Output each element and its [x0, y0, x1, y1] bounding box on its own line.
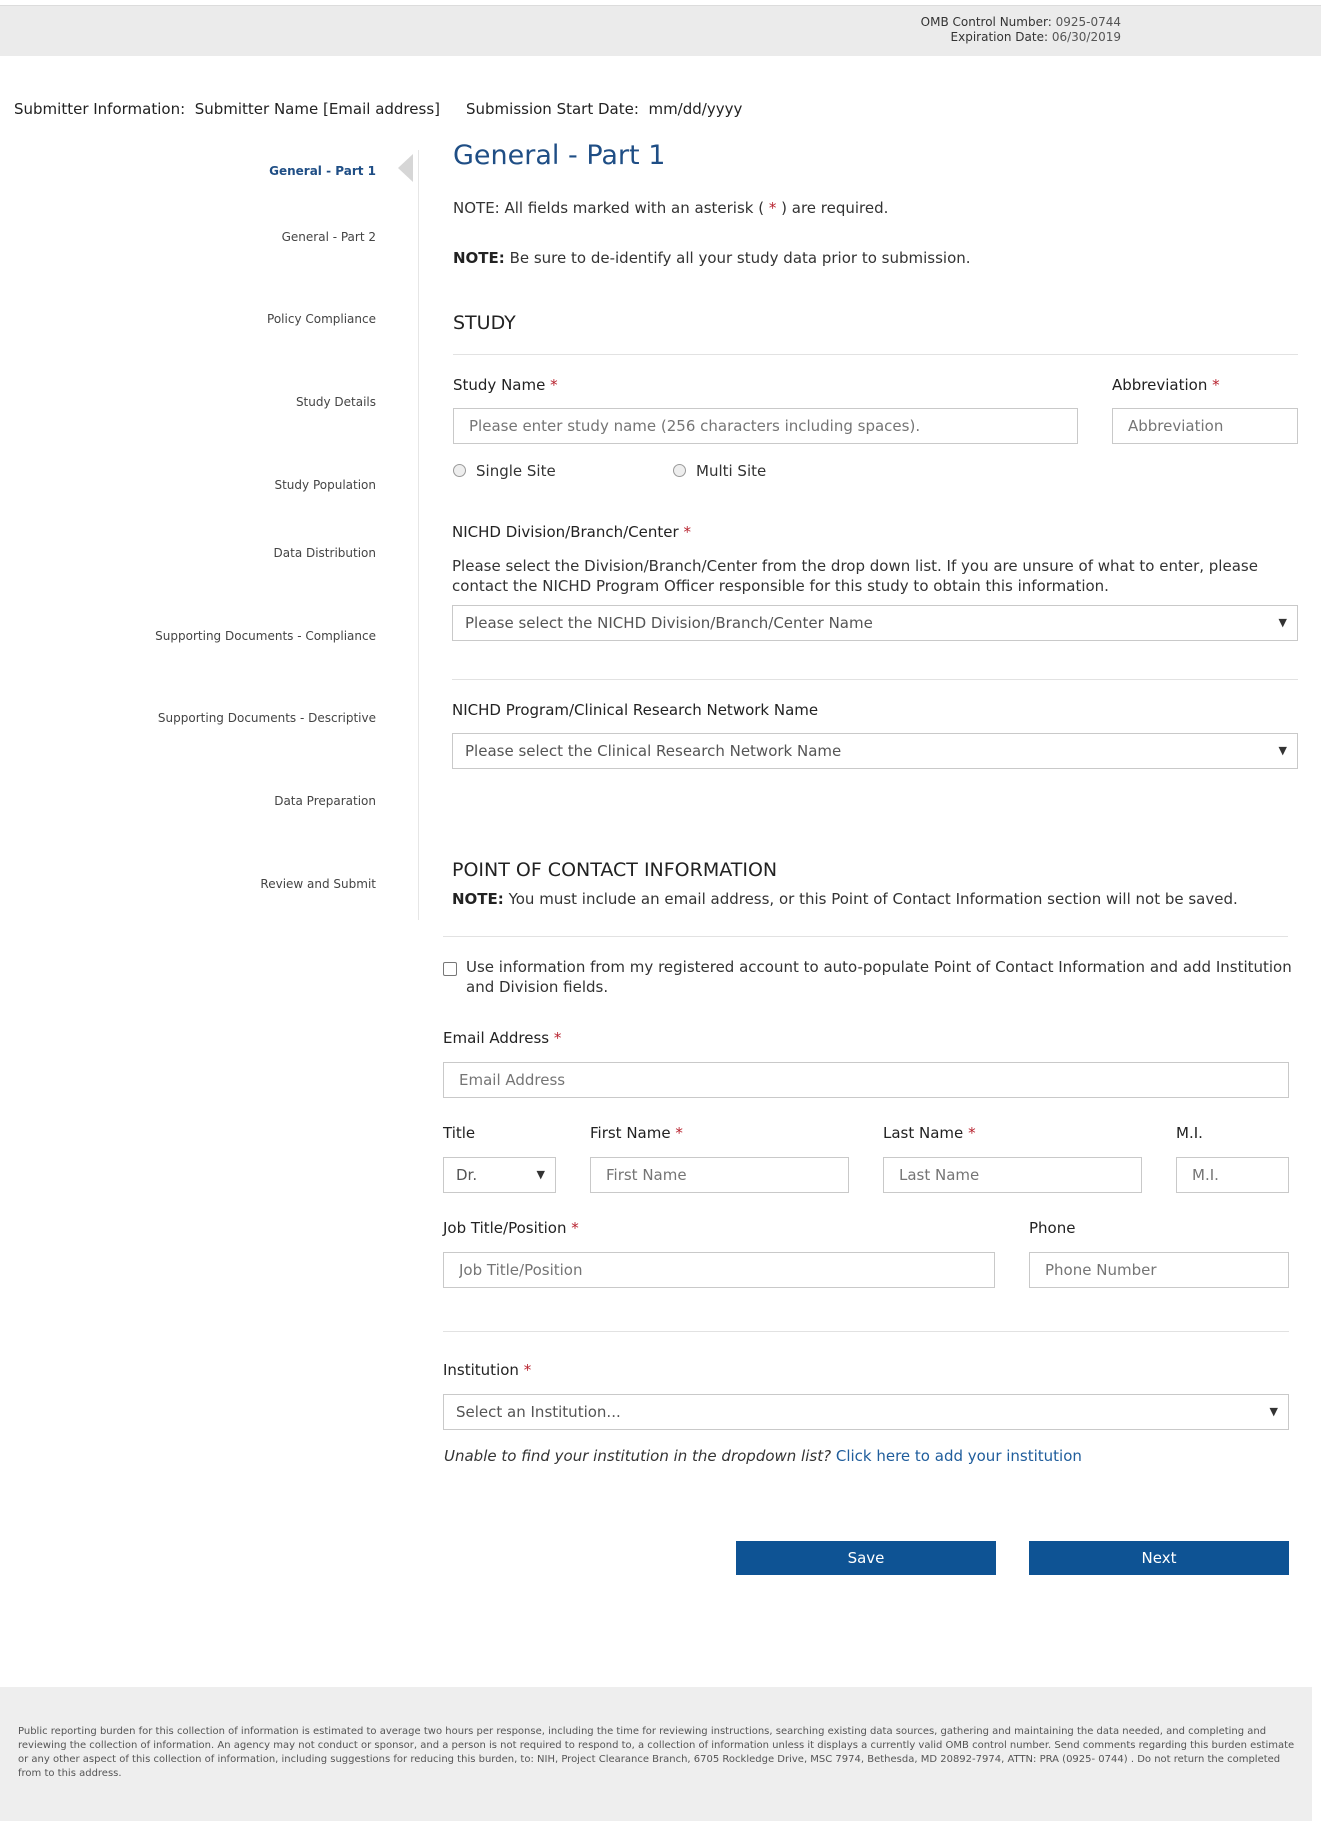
contact-note-label: NOTE: — [452, 890, 504, 908]
chevron-down-icon: ▼ — [1278, 616, 1287, 629]
job-title-label — [443, 1219, 579, 1237]
institution-label — [443, 1361, 531, 1379]
omb-value: 0925-0744 — [1055, 15, 1121, 29]
last-name-label-text: Last Name — [883, 1124, 964, 1142]
division-label-text: NICHD Division/Branch/Center — [452, 523, 679, 541]
institution-required-star: * — [523, 1361, 532, 1379]
nav-item-policy-compliance[interactable]: Policy Compliance — [267, 312, 376, 326]
required-note-text: NOTE: All fields marked with an asterisk ( — [453, 199, 765, 217]
last-name-input[interactable] — [883, 1157, 1142, 1193]
abbreviation-required-star: * — [1212, 376, 1220, 394]
contact-divider — [443, 936, 1288, 937]
omb-info — [921, 15, 1121, 45]
multi-site-radio-circle[interactable] — [673, 464, 686, 477]
nav-item-general-part-2[interactable]: General - Part 2 — [281, 230, 376, 244]
nav-item-review-and-submit[interactable]: Review and Submit — [260, 877, 376, 891]
study-section-title: STUDY — [453, 312, 516, 334]
first-name-required-star: * — [675, 1124, 683, 1142]
email-label — [443, 1029, 561, 1047]
abbreviation-input[interactable] — [1112, 408, 1298, 444]
last-name-required-star: * — [968, 1124, 976, 1142]
single-site-radio[interactable] — [453, 462, 556, 480]
study-name-input[interactable] — [453, 408, 1078, 444]
network-select-value: Please select the Clinical Research Network Name — [465, 742, 842, 760]
institution-select-value: Select an Institution... — [456, 1403, 621, 1421]
division-select-value: Please select the NICHD Division/Branch/Center Name — [465, 614, 873, 632]
expiration-value: 06/30/2019 — [1051, 30, 1121, 44]
nav-divider — [418, 150, 419, 920]
next-button[interactable]: Next — [1029, 1541, 1289, 1575]
chevron-down-icon: ▼ — [1269, 1405, 1278, 1418]
study-name-label-text: Study Name — [453, 376, 546, 394]
submitter-info-label: Submitter Information: — [14, 100, 186, 118]
submitter-info — [14, 100, 440, 118]
contact-section-title: POINT OF CONTACT INFORMATION — [452, 859, 778, 881]
last-name-label — [883, 1124, 976, 1142]
title-select-value: Dr. — [456, 1166, 478, 1184]
phone-label: Phone — [1029, 1219, 1076, 1237]
nav-item-study-population[interactable]: Study Population — [274, 478, 376, 492]
job-title-input[interactable] — [443, 1252, 995, 1288]
division-select[interactable] — [452, 605, 1298, 641]
autopopulate-checkbox[interactable] — [443, 962, 457, 976]
title-label: Title — [443, 1124, 476, 1142]
deidentify-note — [453, 249, 971, 267]
nav-item-data-distribution[interactable]: Data Distribution — [273, 546, 376, 560]
single-site-radio-circle[interactable] — [453, 464, 466, 477]
division-required-star: * — [683, 523, 691, 541]
study-name-required-star: * — [550, 376, 558, 394]
omb-label: OMB Control Number: — [920, 15, 1052, 29]
first-name-input[interactable] — [590, 1157, 849, 1193]
submitter-info-value: Submitter Name [Email address] — [194, 100, 440, 118]
nav-item-general-part-1[interactable]: General - Part 1 — [269, 164, 376, 178]
institution-divider — [443, 1331, 1289, 1332]
institution-label-text: Institution — [443, 1361, 519, 1379]
nav-item-supporting-documents-compliance[interactable]: Supporting Documents - Compliance — [155, 629, 376, 643]
save-button[interactable]: Save — [736, 1541, 996, 1575]
nav-item-supporting-documents-descriptive[interactable]: Supporting Documents - Descriptive — [157, 711, 376, 725]
job-title-label-text: Job Title/Position — [443, 1219, 567, 1237]
phone-input[interactable] — [1029, 1252, 1289, 1288]
email-label-text: Email Address — [443, 1029, 550, 1047]
submission-start-value: mm/dd/yyyy — [648, 100, 743, 118]
study-divider — [453, 354, 1298, 355]
active-indicator-arrow-icon — [398, 154, 413, 182]
contact-note — [452, 890, 1238, 908]
nav-item-study-details[interactable]: Study Details — [295, 395, 376, 409]
header-bar — [0, 5, 1321, 56]
institution-select[interactable] — [443, 1394, 1289, 1430]
institution-help-text: Unable to find your institution in the dropdown list? — [444, 1447, 832, 1465]
email-required-star: * — [553, 1029, 562, 1047]
first-name-label — [590, 1124, 683, 1142]
job-title-required-star: * — [571, 1219, 579, 1237]
page-title: General - Part 1 — [453, 140, 666, 171]
deidentify-note-label: NOTE: — [453, 249, 505, 267]
expiration-label: Expiration Date: — [950, 30, 1048, 44]
title-select[interactable] — [443, 1157, 556, 1193]
email-input[interactable] — [443, 1062, 1289, 1098]
mi-label: M.I. — [1176, 1124, 1203, 1142]
single-site-label: Single Site — [476, 462, 556, 480]
network-label: NICHD Program/Clinical Research Network Name — [452, 701, 819, 719]
division-label — [452, 523, 691, 541]
required-note — [453, 199, 888, 217]
network-divider — [452, 679, 1298, 680]
mi-input[interactable] — [1176, 1157, 1289, 1193]
burden-statement: Public reporting burden for this collection of information is estimated to average two hours per response, including the time for reviewing instructions, searching existing data sources, gathering and maintaining the data needed, and completing and reviewing the collection of information. An agency may not conduct or sponsor, and a person is not required to respond to, a collection of information unless it displays a currently valid OMB control number. Send comments regarding this burden estimate or any other aspect of this collection of information, including suggestions for reducing this burden, to: NIH, Project Clearance Branch, 6705 Rockledge Drive, MSC 7974, Bethesda, MD 20892-7974, ATTN: PRA (0925- 0744) . Do not return the completed from to this address. — [18, 1726, 1295, 1779]
first-name-label-text: First Name — [590, 1124, 671, 1142]
institution-help — [444, 1447, 1082, 1465]
network-select[interactable] — [452, 733, 1298, 769]
add-institution-link[interactable]: Click here to add your institution — [835, 1447, 1082, 1465]
nav-item-data-preparation[interactable]: Data Preparation — [274, 794, 376, 808]
required-note-text-end: ) are required. — [781, 199, 889, 217]
multi-site-label: Multi Site — [696, 462, 767, 480]
abbreviation-label — [1112, 376, 1220, 394]
study-name-label — [453, 376, 558, 394]
chevron-down-icon: ▼ — [536, 1168, 545, 1181]
autopopulate-label: Use information from my registered account to auto-populate Point of Contact Information and add Institution and Division fields. — [466, 958, 1292, 996]
abbreviation-label-text: Abbreviation — [1112, 376, 1208, 394]
submission-start-label: Submission Start Date: — [466, 100, 639, 118]
required-note-star: * — [768, 199, 777, 217]
deidentify-note-text: Be sure to de-identify all your study data prior to submission. — [509, 249, 971, 267]
contact-note-text: You must include an email address, or this Point of Contact Information section will not be saved. — [508, 890, 1238, 908]
submission-start — [466, 100, 742, 118]
chevron-down-icon: ▼ — [1278, 744, 1287, 757]
multi-site-radio[interactable] — [673, 462, 766, 480]
division-help-text: Please select the Division/Branch/Center from the drop down list. If you are unsure of what to enter, please contact the NICHD Program Officer responsible for this study to obtain this information. — [452, 557, 1258, 595]
